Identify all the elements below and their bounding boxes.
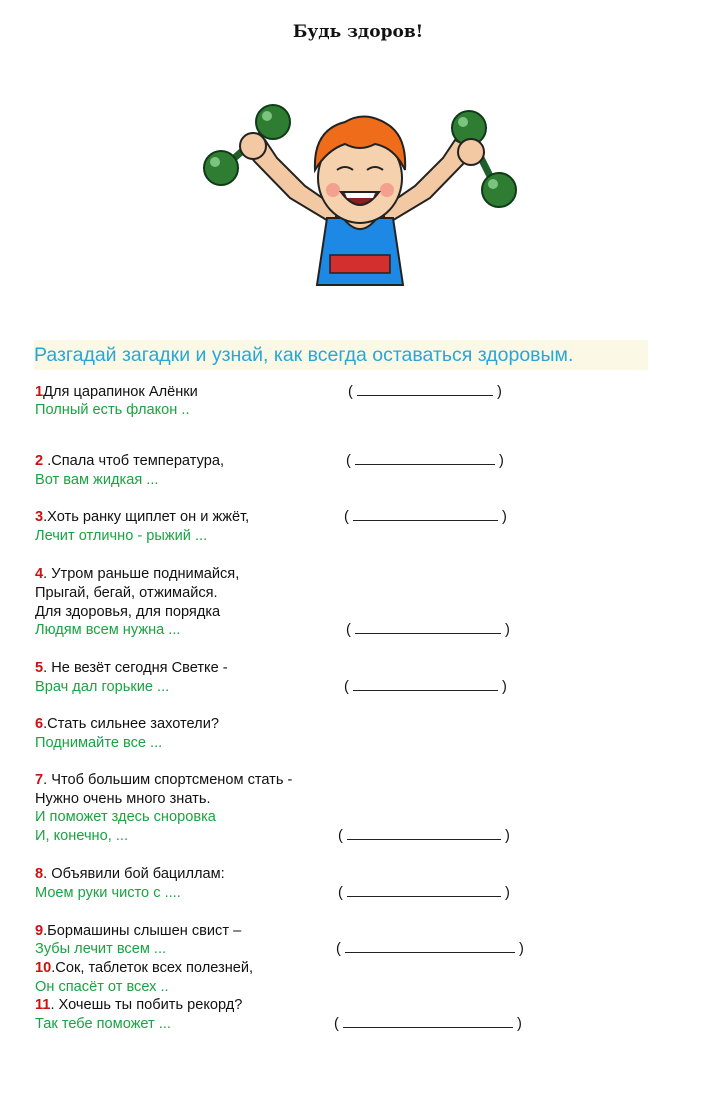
open-paren: ( xyxy=(344,509,353,525)
riddle-text: Лечит отлично - рыжий ... xyxy=(35,528,208,544)
riddle-number: 11 xyxy=(35,997,51,1013)
riddle-text: . Объявили бой бациллам: xyxy=(43,866,225,882)
instructions-heading: Разгадай загадки и узнай, как всегда оставаться здоровым. xyxy=(34,340,648,370)
riddle-text: . Утром раньше поднимайся, xyxy=(43,566,240,582)
answer-line[interactable] xyxy=(345,940,515,953)
open-paren: ( xyxy=(344,679,353,695)
riddle-text: Врач дал горькие ... xyxy=(35,679,170,695)
close-paren: ) xyxy=(500,828,510,844)
riddle-3-line-2 xyxy=(35,527,207,545)
riddle-text: Вот вам жидкая ... xyxy=(35,472,159,488)
riddle-text: Прыгай, бегай, отжимайся. xyxy=(35,585,218,601)
riddle-text: .Хоть ранку щиплет он и жжёт, xyxy=(43,509,250,525)
riddle-1-line-1 xyxy=(35,383,198,401)
riddle-text: Нужно очень много знать. xyxy=(35,791,211,807)
close-paren: ) xyxy=(497,679,507,695)
open-paren: ( xyxy=(334,1016,343,1032)
riddle-text: . Чтоб большим спортсменом стать - xyxy=(43,772,293,788)
riddle-text: Полный есть флакон .. xyxy=(35,402,190,418)
riddle-6-line-2 xyxy=(35,734,162,752)
riddle-text: И, конечно, ... xyxy=(35,828,129,844)
answer-line[interactable] xyxy=(353,678,498,691)
close-paren: ) xyxy=(514,941,524,957)
riddle-text: Для здоровья, для порядка xyxy=(35,604,221,620)
riddle-number: 2 xyxy=(35,453,44,469)
answer-blank-4[interactable] xyxy=(346,621,510,639)
close-paren: ) xyxy=(497,509,507,525)
open-paren: ( xyxy=(346,622,355,638)
riddle-text: .Стать сильнее захотели? xyxy=(43,716,219,732)
close-paren: ) xyxy=(492,384,502,400)
answer-line[interactable] xyxy=(357,383,493,396)
riddle-2-line-2 xyxy=(35,471,158,489)
answer-blank-1[interactable] xyxy=(348,383,502,401)
riddle-11-line-1 xyxy=(35,996,242,1014)
riddle-number: 9 xyxy=(35,923,44,939)
riddle-text: Для царапинок Алёнки xyxy=(43,384,198,400)
open-paren: ( xyxy=(348,384,357,400)
riddle-7-line-2 xyxy=(35,790,211,808)
riddle-text: Зубы лечит всем ... xyxy=(35,941,167,957)
riddle-4-line-3 xyxy=(35,603,220,621)
riddle-text: .Сок, таблеток всех полезней, xyxy=(51,960,254,976)
answer-blank-3[interactable] xyxy=(344,508,507,526)
open-paren: ( xyxy=(346,453,355,469)
riddle-number: 5 xyxy=(35,660,44,676)
riddle-number: 1 xyxy=(35,384,44,400)
riddle-4-line-1 xyxy=(35,565,239,583)
answer-blank-11[interactable] xyxy=(334,1015,522,1033)
open-paren: ( xyxy=(336,941,345,957)
riddle-number: 6 xyxy=(35,716,44,732)
riddle-3-line-1 xyxy=(35,508,249,526)
answer-blank-8[interactable] xyxy=(338,884,510,902)
riddle-text: . Хочешь ты побить рекорд? xyxy=(50,997,243,1013)
riddle-number: 4 xyxy=(35,566,44,582)
riddle-1-line-2 xyxy=(35,401,190,419)
answer-blank-5[interactable] xyxy=(344,678,507,696)
riddle-7-line-4 xyxy=(35,827,128,845)
riddle-text: Он спасёт от всех .. xyxy=(35,979,169,995)
close-paren: ) xyxy=(500,885,510,901)
riddle-number: 10 xyxy=(35,960,52,976)
answer-blank-9[interactable] xyxy=(336,940,524,958)
riddle-text: . Не везёт сегодня Светке - xyxy=(43,660,228,676)
riddle-number: 8 xyxy=(35,866,44,882)
riddle-7-line-3 xyxy=(35,808,216,826)
answer-blank-7[interactable] xyxy=(338,827,510,845)
riddle-8-line-2 xyxy=(35,884,181,902)
riddle-7-line-1 xyxy=(35,771,292,789)
riddle-4-line-4 xyxy=(35,621,180,639)
riddle-5-line-1 xyxy=(35,659,228,677)
close-paren: ) xyxy=(494,453,504,469)
answer-line[interactable] xyxy=(347,884,501,897)
answer-line[interactable] xyxy=(355,452,495,465)
riddle-9-line-1 xyxy=(35,922,241,940)
answer-blank-2[interactable] xyxy=(346,452,504,470)
riddle-number: 7 xyxy=(35,772,44,788)
close-paren: ) xyxy=(500,622,510,638)
riddle-6-line-1 xyxy=(35,715,219,733)
riddle-text: Людям всем нужна ... xyxy=(35,622,181,638)
riddle-text: .Бормашины слышен свист – xyxy=(43,923,242,939)
riddle-10-line-2 xyxy=(35,978,169,996)
riddle-text: И поможет здесь сноровка xyxy=(35,809,216,825)
answer-line[interactable] xyxy=(347,827,501,840)
riddle-8-line-1 xyxy=(35,865,225,883)
riddle-9-line-2 xyxy=(35,940,166,958)
answer-line[interactable] xyxy=(343,1015,513,1028)
answer-line[interactable] xyxy=(353,508,498,521)
riddle-text: .Спала чтоб температура, xyxy=(43,453,225,469)
riddle-2-line-1 xyxy=(35,452,224,470)
riddle-number: 3 xyxy=(35,509,44,525)
riddle-text: Поднимайте все ... xyxy=(35,735,163,751)
riddle-text: Так тебе поможет ... xyxy=(35,1016,171,1032)
close-paren: ) xyxy=(512,1016,522,1032)
open-paren: ( xyxy=(338,885,347,901)
boy-with-dumbbells-illustration xyxy=(195,100,525,295)
riddle-11-line-2 xyxy=(35,1015,171,1033)
riddle-text: Моем руки чисто с .... xyxy=(35,885,181,901)
open-paren: ( xyxy=(338,828,347,844)
answer-line[interactable] xyxy=(355,621,501,634)
riddle-5-line-2 xyxy=(35,678,169,696)
riddle-4-line-2 xyxy=(35,584,218,602)
page-title: Будь здоров! xyxy=(292,22,424,42)
riddle-10-line-1 xyxy=(35,959,253,977)
